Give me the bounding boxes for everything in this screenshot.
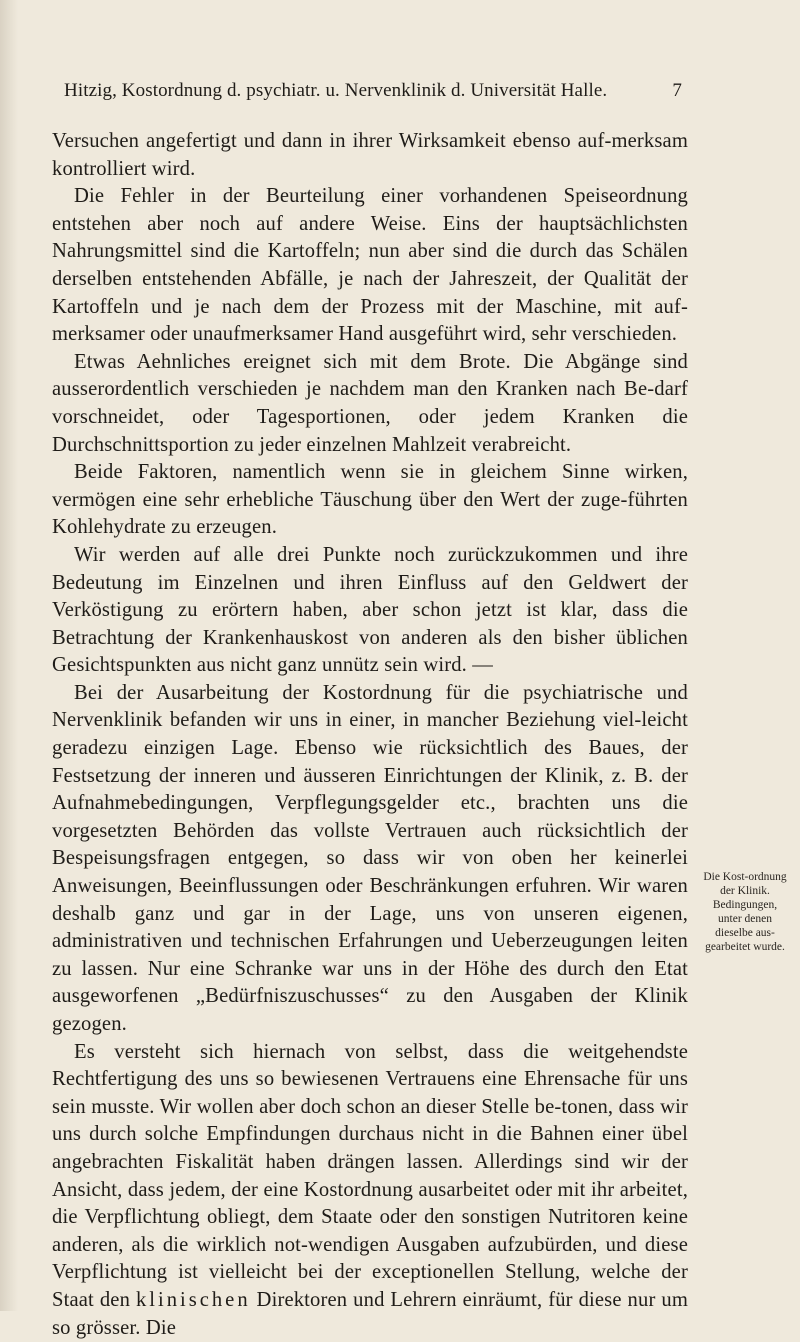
paragraph-2: Die Fehler in der Beurteilung einer vorhandenen Speiseordnung entstehen aber noch auf andere Weise. Eins der hauptsächlichsten Nahrungsmittel sind die Kartoffeln; nun aber sind die durch das Schälen derselben entstehenden Abfälle, je nach der Jahreszeit, der Qualität der Kartoffeln und je nach dem der Prozess mit der Maschine, mit auf-merksamer oder unaufmerksamer Hand ausgeführt wird, sehr verschieden.	[52, 185, 688, 346]
margin-note: Die Kost-ordnung der Klinik. Bedingungen, unter denen dieselbe aus-gearbeitet wurde.	[703, 871, 787, 953]
page-edge-shadow	[0, 0, 18, 1311]
paragraph-3: Etwas Aehnliches ereignet sich mit dem Brote. Die Abgänge sind ausserordentlich verschieden je nachdem man den Kranken nach Be-darf vorschneidet, oder Tagesportionen, oder jedem Kranken die Durchschnittsportion zu jeder einzelnen Mahlzeit verabreicht.	[52, 350, 688, 456]
paragraph-7	[52, 1039, 688, 1342]
paragraph-4: Beide Faktoren, namentlich wenn sie in gleichem Sinne wirken, vermögen eine sehr erhebliche Täuschung über den Wert der zuge-führten Kohlehydrate zu erzeugen.	[52, 461, 688, 539]
paragraph-5: Wir werden auf alle drei Punkte noch zurückzukommen und ihre Bedeutung im Einzelnen und ihren Einfluss auf den Geldwert der Verköstigung zu erörtern haben, aber schon jetzt ist klar, dass die Betrachtung der Krankenhauskost von anderen als den bisher üblichen Gesichtspunkten aus nicht ganz unnütz sein wird. —	[52, 543, 688, 677]
body-text	[52, 128, 688, 1342]
spaced-word: klinischen	[135, 1288, 251, 1311]
header-title: Hitzig, Kostordnung d. psychiatr. u. Nervenklinik d. Universität Halle.	[64, 80, 608, 101]
paragraph-6: Bei der Ausarbeitung der Kostordnung für die psychiatrische und Nervenklinik befanden wir uns in einer, in mancher Beziehung viel-leicht geradezu einzigen Lage. Ebenso wie rücksichtlich des Baues, der Festsetzung der inneren und äusseren Einrichtungen der Klinik, z. B. der Aufnahmebedingungen, Verpflegungsgelder etc., brachten uns die vorgesetzten Behörden das vollste Vertrauen auch rücksichtlich der Bespeisungsfragen entgegen, so dass wir von oben her keinerlei Anweisungen, Beeinflussungen oder Beschränkungen erfuhren. Wir waren deshalb ganz und gar in der Lage, uns von unseren eigenen, administrativen und technischen Erfahrungen und Ueberzeugungen leiten zu lassen. Nur eine Schranke war uns in der Höhe des durch den Etat ausgeworfenen „Bedürfniszuschusses“ zu den Ausgaben der Klinik gezogen.	[52, 681, 688, 1035]
running-header	[64, 80, 682, 102]
paragraph-1: Versuchen angefertigt und dann in ihrer Wirksamkeit ebenso auf-merksam kontrolliert wird.	[52, 130, 688, 180]
paragraph-7-end: Direktoren und Lehrern einräumt, für diese nur um so grösser. Die	[52, 1288, 688, 1339]
page-number: 7	[672, 80, 682, 101]
paragraph-7-start: Es versteht sich hiernach von selbst, dass die weitgehendste Rechtfertigung des uns so bewiesenen Vertrauens eine Ehrensache für uns sein musste. Wir wollen aber doch schon an dieser Stelle be-tonen, dass wir uns durch solche Empfindungen durchaus nicht in die Bahnen einer übel angebrachten Fiskalität haben drängen lassen. Allerdings sind wir der Ansicht, dass jedem, der eine Kostordnung ausarbeitet oder mit ihr arbeitet, die Verpflichtung obliegt, dem Staate oder den sonstigen Nutritoren keine anderen, als die wirklich not-wendigen Ausgaben aufzubürden, und diese Verpflichtung ist vielleicht bei der exceptionellen Stellung, welche der Staat den	[52, 1040, 688, 1311]
